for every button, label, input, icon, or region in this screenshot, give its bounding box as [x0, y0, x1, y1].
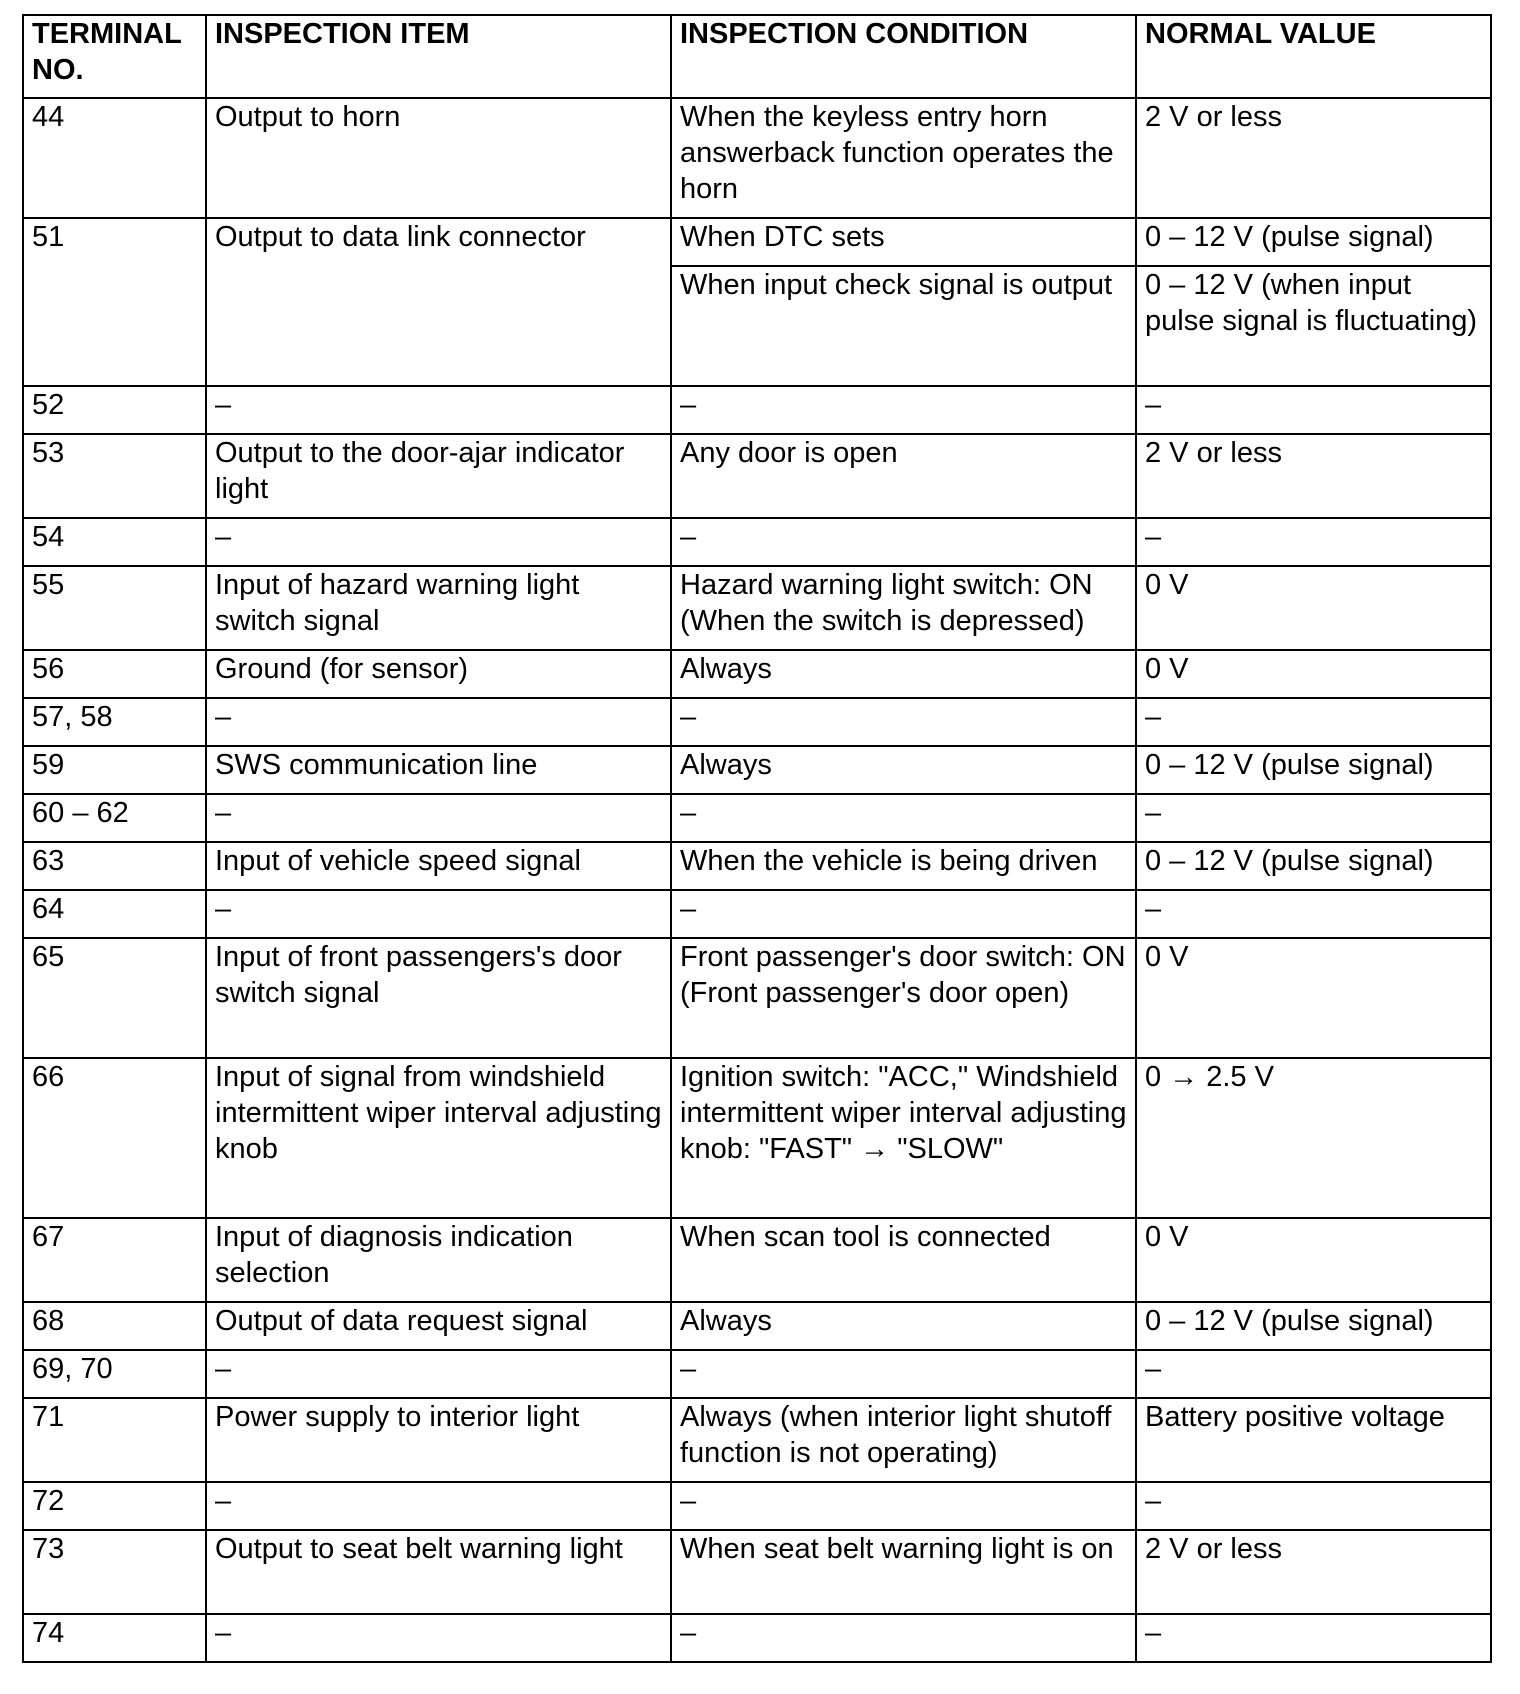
value-cell: 0 – 12 V (when input pulse signal is fluctuating)	[1136, 266, 1491, 386]
value-cell: –	[1136, 518, 1491, 566]
condition-cell: When DTC sets	[671, 218, 1136, 266]
condition-cell: Hazard warning light switch: ON (When the switch is depressed)	[671, 566, 1136, 650]
terminal-cell: 51	[23, 218, 206, 386]
terminal-cell: 66	[23, 1058, 206, 1218]
terminal-cell: 53	[23, 434, 206, 518]
condition-cell: Always	[671, 1302, 1136, 1350]
item-cell: Power supply to interior light	[206, 1398, 671, 1482]
value-cell: 0 V	[1136, 938, 1491, 1058]
condition-cell: –	[671, 386, 1136, 434]
terminal-cell: 63	[23, 842, 206, 890]
terminal-cell: 56	[23, 650, 206, 698]
terminal-cell: 64	[23, 890, 206, 938]
value-cell: –	[1136, 794, 1491, 842]
condition-cell: Always	[671, 650, 1136, 698]
item-cell: –	[206, 1614, 671, 1662]
table-row	[23, 386, 1491, 434]
terminal-cell: 65	[23, 938, 206, 1058]
table-row	[23, 434, 1491, 518]
terminal-cell: 67	[23, 1218, 206, 1302]
item-cell: SWS communication line	[206, 746, 671, 794]
value-cell: Battery positive voltage	[1136, 1398, 1491, 1482]
value-cell: –	[1136, 698, 1491, 746]
header-condition: INSPECTION CONDITION	[671, 15, 1136, 98]
terminal-cell: 57, 58	[23, 698, 206, 746]
item-cell: Output to seat belt warning light	[206, 1530, 671, 1614]
item-cell: Output to the door-ajar indicator light	[206, 434, 671, 518]
terminal-cell: 60 – 62	[23, 794, 206, 842]
value-cell: 0 V	[1136, 650, 1491, 698]
table-row	[23, 1614, 1491, 1662]
item-cell: Input of vehicle speed signal	[206, 842, 671, 890]
condition-cell: When scan tool is connected	[671, 1218, 1136, 1302]
terminal-cell: 73	[23, 1530, 206, 1614]
table-row	[23, 1302, 1491, 1350]
condition-cell: Ignition switch: "ACC," Windshield intermittent wiper interval adjusting knob: "FAST" → "SLOW"	[671, 1058, 1136, 1218]
item-cell: –	[206, 386, 671, 434]
condition-cell: –	[671, 518, 1136, 566]
terminal-cell: 55	[23, 566, 206, 650]
value-cell: 0 – 12 V (pulse signal)	[1136, 1302, 1491, 1350]
terminal-inspection-table	[22, 14, 1492, 1663]
condition-cell: When seat belt warning light is on	[671, 1530, 1136, 1614]
table-row	[23, 650, 1491, 698]
condition-cell: Always	[671, 746, 1136, 794]
item-cell: –	[206, 1350, 671, 1398]
value-cell: 2 V or less	[1136, 98, 1491, 218]
table-row	[23, 1350, 1491, 1398]
item-cell: –	[206, 1482, 671, 1530]
table-row	[23, 794, 1491, 842]
item-cell: Output to horn	[206, 98, 671, 218]
value-cell: 2 V or less	[1136, 434, 1491, 518]
item-cell: –	[206, 698, 671, 746]
condition-cell: When the vehicle is being driven	[671, 842, 1136, 890]
value-cell: –	[1136, 1614, 1491, 1662]
terminal-cell: 52	[23, 386, 206, 434]
terminal-cell: 44	[23, 98, 206, 218]
table-row	[23, 938, 1491, 1058]
table-container	[22, 14, 1492, 1663]
item-cell: Input of diagnosis indication selection	[206, 1218, 671, 1302]
item-cell: Ground (for sensor)	[206, 650, 671, 698]
condition-cell: Always (when interior light shutoff function is not operating)	[671, 1398, 1136, 1482]
condition-cell: –	[671, 1614, 1136, 1662]
condition-cell: Front passenger's door switch: ON (Front passenger's door open)	[671, 938, 1136, 1058]
item-cell: Input of front passengers's door switch signal	[206, 938, 671, 1058]
header-value: NORMAL VALUE	[1136, 15, 1491, 98]
item-cell: –	[206, 794, 671, 842]
item-cell: Output to data link connector	[206, 218, 671, 386]
header-row	[23, 15, 1491, 98]
item-cell: –	[206, 518, 671, 566]
terminal-cell: 72	[23, 1482, 206, 1530]
condition-cell: Any door is open	[671, 434, 1136, 518]
item-cell: Input of hazard warning light switch signal	[206, 566, 671, 650]
table-row	[23, 698, 1491, 746]
value-cell: –	[1136, 1350, 1491, 1398]
header-terminal: TERMINAL NO.	[23, 15, 206, 98]
condition-cell: –	[671, 698, 1136, 746]
table-row	[23, 566, 1491, 650]
value-cell: –	[1136, 386, 1491, 434]
table-row	[23, 1058, 1491, 1218]
table-row	[23, 842, 1491, 890]
table-row	[23, 1482, 1491, 1530]
table-row	[23, 890, 1491, 938]
terminal-cell: 68	[23, 1302, 206, 1350]
terminal-cell: 74	[23, 1614, 206, 1662]
condition-cell: –	[671, 1350, 1136, 1398]
table-row	[23, 1530, 1491, 1614]
value-cell: 0 – 12 V (pulse signal)	[1136, 218, 1491, 266]
condition-cell: –	[671, 890, 1136, 938]
value-cell: 2 V or less	[1136, 1530, 1491, 1614]
terminal-cell: 71	[23, 1398, 206, 1482]
item-cell: Input of signal from windshield intermittent wiper interval adjusting knob	[206, 1058, 671, 1218]
table-row	[23, 98, 1491, 218]
table-row	[23, 746, 1491, 794]
terminal-cell: 54	[23, 518, 206, 566]
value-cell: 0 V	[1136, 1218, 1491, 1302]
value-cell: –	[1136, 890, 1491, 938]
condition-cell: –	[671, 1482, 1136, 1530]
item-cell: Output of data request signal	[206, 1302, 671, 1350]
value-cell: –	[1136, 1482, 1491, 1530]
condition-cell: –	[671, 794, 1136, 842]
table-row	[23, 218, 1491, 266]
item-cell: –	[206, 890, 671, 938]
condition-cell: When the keyless entry horn answerback function operates the horn	[671, 98, 1136, 218]
value-cell: 0 → 2.5 V	[1136, 1058, 1491, 1218]
value-cell: 0 – 12 V (pulse signal)	[1136, 842, 1491, 890]
table-row	[23, 1218, 1491, 1302]
value-cell: 0 – 12 V (pulse signal)	[1136, 746, 1491, 794]
header-item: INSPECTION ITEM	[206, 15, 671, 98]
table-row	[23, 518, 1491, 566]
value-cell: 0 V	[1136, 566, 1491, 650]
table-row	[23, 1398, 1491, 1482]
terminal-cell: 59	[23, 746, 206, 794]
terminal-cell: 69, 70	[23, 1350, 206, 1398]
condition-cell: When input check signal is output	[671, 266, 1136, 386]
